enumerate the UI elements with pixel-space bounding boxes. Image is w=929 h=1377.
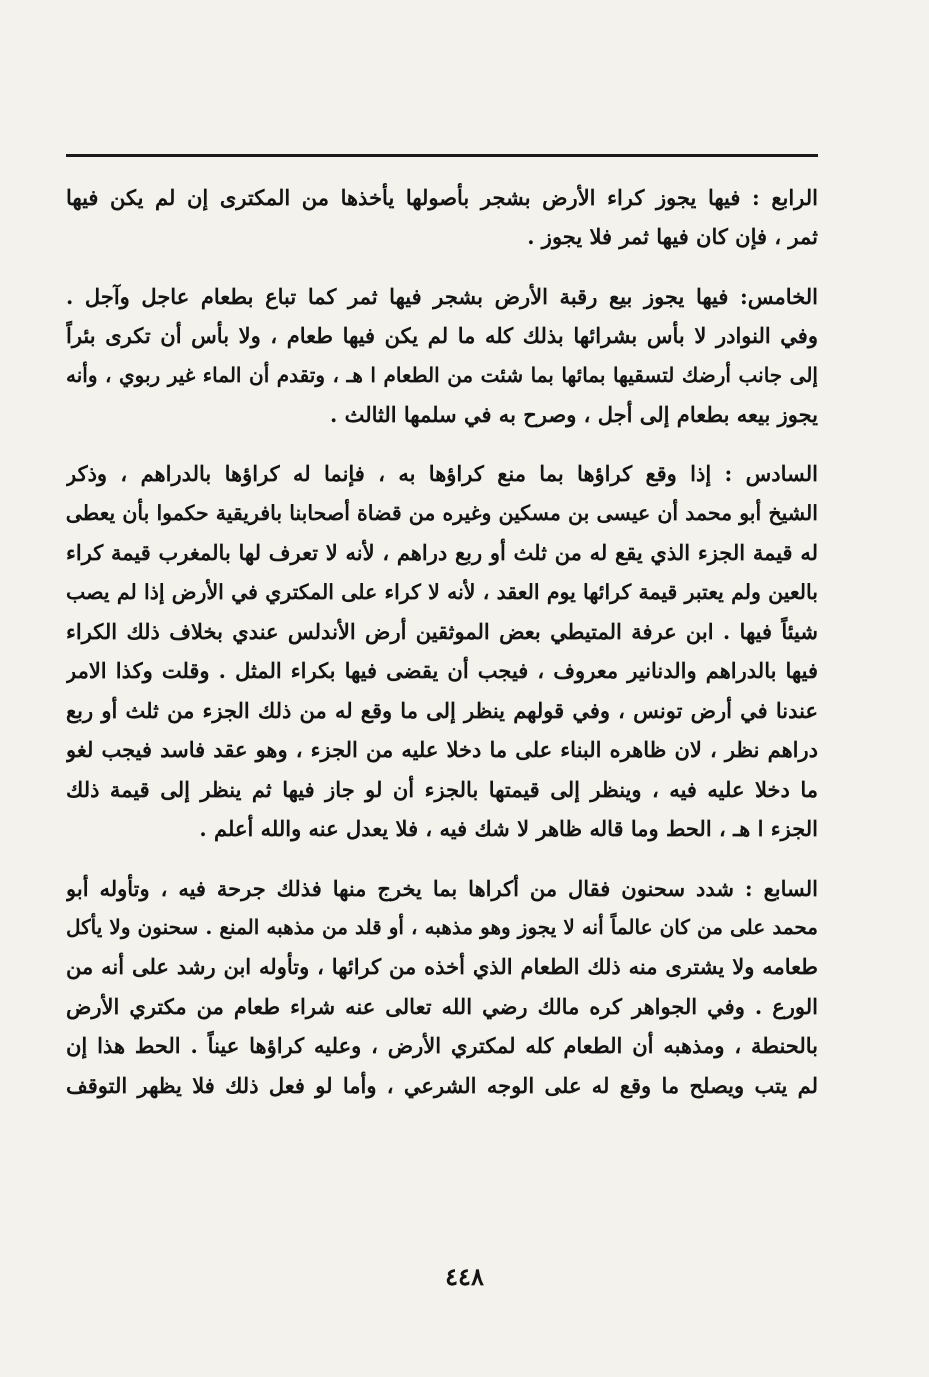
text-line: الشيخ أبو محمد أن عيسى بن مسكين وغيره من قضاة أصحابنا بافريقية حكموا بأن يعطى: [66, 500, 818, 525]
text-line: ثمر ، فإن كان فيها ثمر فلا يجوز .: [527, 224, 818, 250]
text-line: شيئاً فيها . ابن عرفة المتيطي بعض الموثقين أرض الأندلس عندي بخلاف ذلك الكراء: [66, 619, 818, 645]
text-line: لم يتب ويصلح ما وقع له على الوجه الشرعي ، وأما لو فعل ذلك فلا يظهر التوقف: [66, 1072, 818, 1098]
header-rule: [66, 154, 818, 157]
text-line: ما دخلا عليه فيه ، وينظر إلى قيمتها بالجزء أن لو جاز فيها ثم ينظر إلى قيمة ذلك: [66, 776, 818, 802]
text-line: له قيمة الجزء الذي يقع له من ثلث أو ربع دراهم ، لأنه لا تعرف لها بالمغرب قيمة كراء: [66, 540, 818, 566]
text-line: بالحنطة ، ومذهبه أن الطعام كله لمكتري الأرض ، وعليه كراؤها عيناً . الحط هذا إن: [66, 1033, 818, 1059]
text-line: الورع . وفي الجواهر كره مالك رضي الله تعالى عنه شراء طعام من مكتري الأرض: [66, 993, 818, 1019]
text-line: إلى جانب أرضك لتسقيها بمائها بما شئت من الطعام ا هـ ، وتقدم أن الماء غير ربوي ، وأنه: [66, 362, 818, 387]
text-line: طعامه ولا يشترى منه ذلك الطعام الذي أخذه من كرائها ، وتأوله ابن رشد على أنه من: [66, 954, 818, 980]
page-number: ٤٤٨: [445, 1262, 484, 1291]
text-line: الرابع : فيها يجوز كراء الأرض بشجر بأصولها يأخذها من المكترى إن لم يكن فيها: [66, 185, 818, 210]
text-line: محمد على من كان عالماً أنه لا يجوز وهو مذهبه ، أو قلد من مذهبه المنع . سحنون ولا يأكل: [66, 914, 818, 939]
text-line: يجوز بيعه بطعام إلى أجل ، وصرح به في سلمها الثالث .: [329, 402, 818, 428]
text-line: بالعين ولم يعتبر قيمة كرائها يوم العقد ، لأنه لا كراء على المكتري في الأرض إذا لم يصب: [66, 579, 818, 604]
text-line: عندنا في أرض تونس ، وفي قولهم ينظر إلى ما وقع له من ذلك الجزء من ثلث أو ربع: [66, 697, 818, 723]
text-line: دراهم نظر ، لان ظاهره البناء على ما دخلا عليه من الجزء ، وهو عقد فاسد فيجب لغو: [66, 737, 818, 763]
paragraph-fifth: [66, 277, 818, 435]
text-line: الجزء ا هـ ، الحط وما قاله ظاهر لا شك فيه ، فلا يعدل عنه والله أعلم .: [199, 816, 818, 842]
text-line: السابع : شدد سحنون فقال من أكراها بما يخرج منها فذلك جرحة فيه ، وتأوله أبو: [66, 875, 818, 901]
text-line: السادس : إذا وقع كراؤها بما منع كراؤها به ، فإنما له كراؤها بالدراهم ، وذكر: [66, 461, 818, 487]
text-line: الخامس: فيها يجوز بيع رقبة الأرض بشجر فيها ثمر كما تباع بطعام عاجل وآجل .: [66, 283, 818, 309]
paragraph-sixth: [66, 454, 818, 848]
text-line: فيها بالدراهم والدنانير معروف ، فيجب أن يقضى فيها بكراء المثل . وقلت وكذا الامر: [66, 658, 818, 684]
text-line: وفي النوادر لا بأس بشرائها بذلك كله ما لم يكن فيها طعام ، ولا بأس أن تكرى بئراً: [66, 323, 818, 349]
paragraph-seventh: [66, 869, 818, 1105]
page-body: [66, 178, 818, 1125]
paragraph-fourth: [66, 178, 818, 257]
